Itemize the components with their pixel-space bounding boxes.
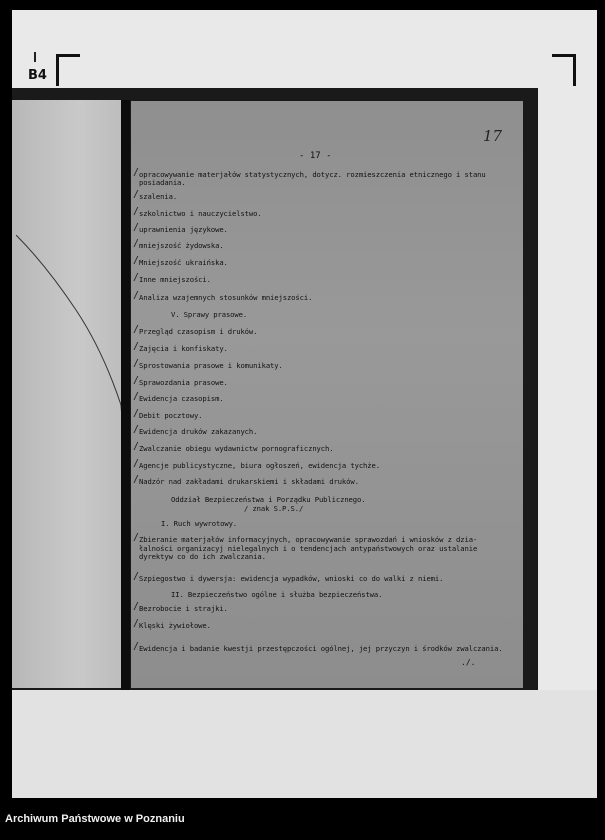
book-spine: [121, 100, 130, 690]
end-mark: ./.: [461, 658, 476, 667]
handwritten-folio-number: 17: [483, 127, 503, 145]
archive-credit: Archiwum Państwowe w Poznaniu: [5, 813, 185, 825]
text-line: / Mniejszość ukraińska.: [133, 255, 228, 267]
department-code: / znak S.P.S./: [244, 504, 304, 513]
text-line: / Ewidencja czasopism.: [133, 391, 224, 403]
check-mark-icon: /: [133, 601, 139, 612]
text-line: / Nadzór nad zakładami drukarskiemi i składami druków.: [133, 474, 359, 486]
section-heading: I. Ruch wywrotowy.: [161, 519, 238, 528]
check-mark-icon: /: [133, 358, 139, 369]
text-line: / Szpiegostwo i dywersja: ewidencja wypadków, wnioski co do walki z niemi.: [133, 571, 444, 583]
check-mark-icon: /: [133, 324, 139, 335]
check-mark-icon: /: [133, 441, 139, 452]
check-mark-icon: /: [133, 255, 139, 266]
text-line: / szalenia.: [133, 189, 178, 201]
check-mark-icon: /: [133, 408, 139, 419]
text-line: dyrektyw co do ich zwalczania.: [139, 552, 266, 561]
frame-tick: [34, 52, 36, 62]
text-line: / Analiza wzajemnych stosunków mniejszości.: [133, 290, 313, 302]
check-mark-icon: /: [133, 391, 139, 402]
check-mark-icon: /: [133, 167, 139, 178]
section-heading: II. Bezpieczeństwo ogólne i służba bezpieczeństwa.: [171, 590, 383, 599]
scan-margin: [12, 690, 597, 798]
check-mark-icon: /: [133, 238, 139, 249]
check-mark-icon: /: [133, 341, 139, 352]
page-number: - 17 -: [299, 151, 332, 161]
text-line: / Przegląd czasopism i druków.: [133, 324, 258, 336]
text-line: / Sprawozdania prasowe.: [133, 375, 228, 387]
text-line: łalności organizacyj nielegalnych i o tendencjach antypaństwowych oraz ustalanie: [139, 544, 478, 553]
check-mark-icon: /: [133, 424, 139, 435]
text-line: / Agencje publicystyczne, biura ogłoszeń, ewidencja tychże.: [133, 458, 380, 470]
text-line: posiadania.: [139, 178, 186, 187]
text-line: / Inne mniejszości.: [133, 272, 211, 284]
text-line: / szkolnictwo i nauczycielstwo.: [133, 206, 262, 218]
text-line: / Zwalczanie obiegu wydawnictw pornograficznych.: [133, 441, 334, 453]
text-line: / Sprostowania prasowe i komunikaty.: [133, 358, 283, 370]
page-tear-line: [16, 235, 126, 475]
check-mark-icon: /: [133, 222, 139, 233]
archive-marker: B4: [28, 68, 47, 83]
check-mark-icon: /: [133, 618, 139, 629]
crop-bracket-left-icon: [56, 54, 80, 86]
check-mark-icon: /: [133, 532, 139, 543]
check-mark-icon: /: [133, 458, 139, 469]
section-heading: Oddział Bezpieczeństwa i Porządku Publicznego.: [171, 495, 366, 504]
check-mark-icon: /: [133, 474, 139, 485]
check-mark-icon: /: [133, 290, 139, 301]
check-mark-icon: /: [133, 272, 139, 283]
text-line: / Bezrobocie i strajki.: [133, 601, 228, 613]
document-page: [131, 101, 523, 688]
crop-bracket-right-icon: [552, 54, 576, 86]
text-line: / Klęski żywiołowe.: [133, 618, 211, 630]
text-line: / Ewidencja druków zakazanych.: [133, 424, 258, 436]
check-mark-icon: /: [133, 571, 139, 582]
section-heading: V. Sprawy prasowe.: [171, 310, 248, 319]
check-mark-icon: /: [133, 206, 139, 217]
check-mark-icon: /: [133, 641, 139, 652]
text-line: / Ewidencja i badanie kwestji przestępczości ogólnej, jej przyczyn i środków zwalczania.: [133, 641, 503, 653]
text-line: / Debit pocztowy.: [133, 408, 203, 420]
check-mark-icon: /: [133, 375, 139, 386]
text-line: / Zbieranie materjałów informacyjnych, opracowywanie sprawozdań i wniosków z dzia-: [133, 532, 478, 544]
text-line: / uprawnienia językowe.: [133, 222, 228, 234]
footer-bar: [0, 805, 605, 840]
check-mark-icon: /: [133, 189, 139, 200]
text-line: / opracowywanie materjałów statystycznych, dotycz. rozmieszczenia etnicznego i stanu: [133, 167, 486, 179]
text-line: / Zajęcia i konfiskaty.: [133, 341, 228, 353]
text-line: / mniejszość żydowska.: [133, 238, 224, 250]
